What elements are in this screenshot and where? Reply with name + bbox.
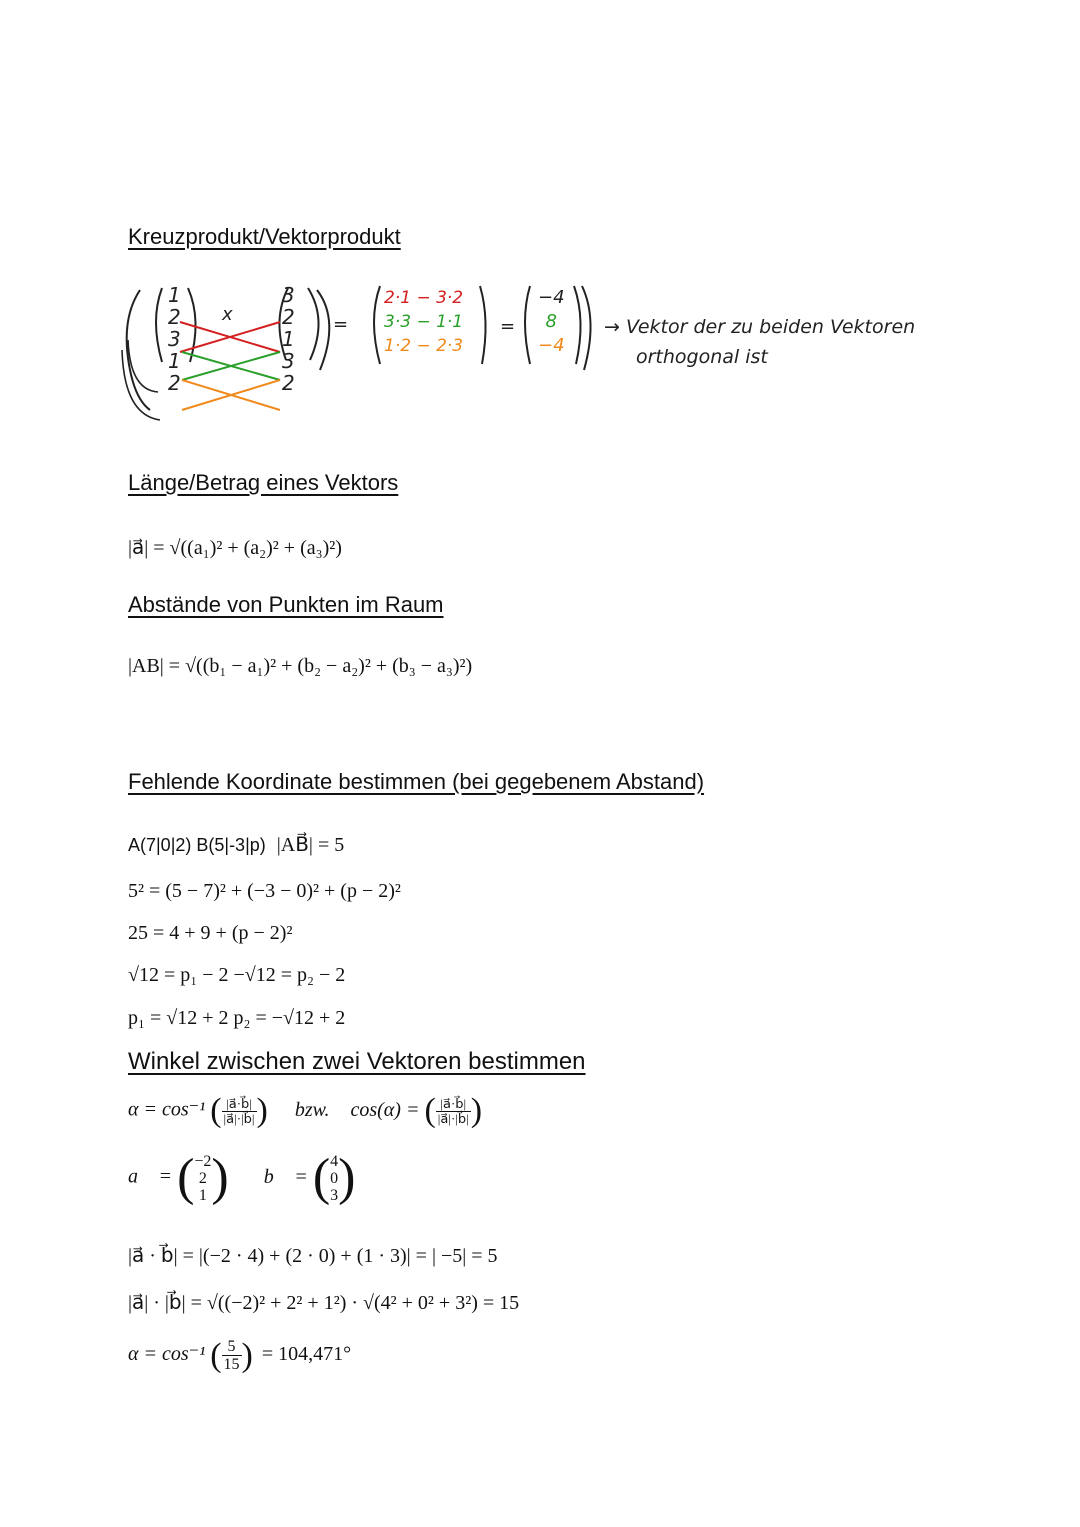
paren-open-2: (: [424, 1092, 436, 1129]
vec-b-paren-open: (: [312, 1149, 331, 1206]
result-left: α = cos⁻¹: [128, 1343, 206, 1366]
equals-1: =: [333, 314, 349, 335]
distance-formula: |AB| = √((b₁ − a₁)² + (b₂ − a₂)² + (b₃ − a₃)²): [128, 655, 473, 677]
missing-line-2: 25 = 4 + 9 + (p − 2)²: [128, 922, 293, 944]
angle-vec-a-2: 2: [198, 1169, 207, 1187]
angle-vec-a-1: −2: [194, 1152, 212, 1170]
result-paren-close: ): [241, 1336, 253, 1374]
bzw-text: bzw.: [294, 1098, 330, 1121]
missing-line-4: p₁ = √12 + 2 p₂ = −√12 + 2: [128, 1007, 346, 1029]
cross-results: [384, 286, 463, 358]
given-points: A(7|0|2) B(5|-3|p): [128, 835, 266, 855]
result-value-3: −4: [538, 335, 565, 356]
vec-a-1: 1: [168, 283, 181, 307]
note-line-2: orthogonal ist: [636, 346, 768, 368]
paren-open-1: (: [210, 1092, 222, 1129]
cross-symbol: x: [222, 304, 233, 325]
angle-vec-a-3: 1: [198, 1186, 207, 1204]
result-value-1: −4: [538, 287, 565, 308]
angle-formula-row: [128, 1094, 482, 1128]
result-paren-open: (: [210, 1336, 222, 1374]
vec-a-5: 2: [168, 371, 181, 395]
vec-a-3: 3: [168, 327, 181, 351]
value-bracket: [582, 286, 591, 370]
result-value: = 104,471°: [261, 1343, 352, 1366]
heading-vector-length: Länge/Betrag eines Vektors: [128, 470, 399, 495]
result-value-2: 8: [545, 311, 557, 332]
angle-vec-b-3: 3: [330, 1186, 339, 1204]
result-row-orange: 1·2 − 2·3: [384, 336, 464, 356]
heading-cross-product: Kreuzprodukt/Vektorprodukt: [128, 224, 401, 249]
angle-result-row: [128, 1338, 351, 1373]
frac-den-2: |a⃗|·|b⃗|: [437, 1110, 469, 1126]
paren-close-1: ): [256, 1092, 268, 1129]
bracket-left: [127, 290, 150, 410]
value-paren-right: [574, 286, 581, 364]
vec-a-paren-open: (: [177, 1149, 195, 1206]
norm-product-line: |a⃗| · |b⃗| = √((−2)² + 2² + 1²) · √(4² + 0² + 3²) = 15: [128, 1292, 520, 1314]
missing-line-3: √12 = p₁ − 2 −√12 = p₂ − 2: [128, 964, 346, 986]
vec-b-column: [282, 284, 295, 394]
missing-line-1: 5² = (5 − 7)² + (−3 − 0)² + (p − 2)²: [128, 880, 401, 902]
angle-formula-left: α = cos⁻¹: [128, 1098, 206, 1121]
dot-product-line: |a⃗ · b⃗| = |(−2 · 4) + (2 · 0) + (1 · 3)| = | −5| = 5: [128, 1245, 498, 1267]
vec-b-3: 1: [282, 327, 295, 351]
result-num: 5: [222, 1338, 242, 1356]
angle-vec-b-2: 0: [330, 1169, 339, 1187]
missing-given: [128, 832, 344, 857]
given-distance: |AB⃗| = 5: [276, 834, 345, 856]
vec-b-2: 2: [282, 305, 295, 329]
heading-angle: Winkel zwischen zwei Vektoren bestimmen: [128, 1048, 586, 1075]
result-values: [538, 286, 565, 358]
length-formula: |a⃗| = √((a₁)² + (a₂)² + (a₃)²): [128, 537, 342, 559]
vec-a-paren-left: [156, 288, 162, 362]
result-row-green: 3·3 − 1·1: [384, 312, 464, 332]
cross-product-sketch: [110, 280, 610, 440]
angle-formula-right: cos(α) =: [350, 1098, 420, 1121]
vec-b-label: b⃗ =: [263, 1165, 308, 1188]
frac-den-1: |a⃗|·|b⃗|: [223, 1110, 255, 1126]
angle-fraction-1: [222, 1097, 257, 1126]
paren-close-2: ): [470, 1092, 483, 1129]
vec-a-paren-close: ): [211, 1149, 229, 1206]
loop-arrow-1: [128, 340, 158, 392]
angle-vec-b: [330, 1153, 338, 1204]
angle-vec-b-1: 4: [330, 1152, 339, 1170]
equals-2: =: [500, 316, 516, 337]
result-den: 15: [223, 1356, 240, 1373]
vec-a-label: a⃗ =: [128, 1165, 173, 1188]
result-paren-right: [480, 286, 486, 364]
vec-b-4: 3: [282, 349, 295, 373]
note-line-1: → Vektor der zu beiden Vektoren: [604, 316, 916, 338]
angle-fraction-2: [436, 1097, 471, 1126]
result-row-red: 2·1 − 3·2: [384, 288, 464, 308]
vec-b-5: 2: [282, 371, 295, 395]
vectors-row: [128, 1149, 356, 1206]
frac-num-1: |a⃗·b⃗|: [222, 1097, 257, 1112]
angle-vec-a: [194, 1153, 211, 1204]
heading-point-distance: Abstände von Punkten im Raum: [128, 592, 444, 617]
result-fraction: [222, 1338, 242, 1373]
result-paren-left: [374, 286, 380, 364]
heading-missing-coordinate: Fehlende Koordinate bestimmen (bei gegebenem Abstand): [128, 769, 705, 794]
vec-a-2: 2: [168, 305, 181, 329]
vec-b-paren-close: ): [338, 1149, 356, 1206]
value-paren-left: [525, 286, 530, 364]
vec-b-paren-right: [308, 288, 319, 360]
frac-num-2: |a⃗·b⃗|: [436, 1097, 471, 1112]
vec-a-4: 1: [168, 349, 181, 373]
vec-a-column: [168, 284, 181, 394]
vec-b-1: 3: [282, 283, 295, 307]
